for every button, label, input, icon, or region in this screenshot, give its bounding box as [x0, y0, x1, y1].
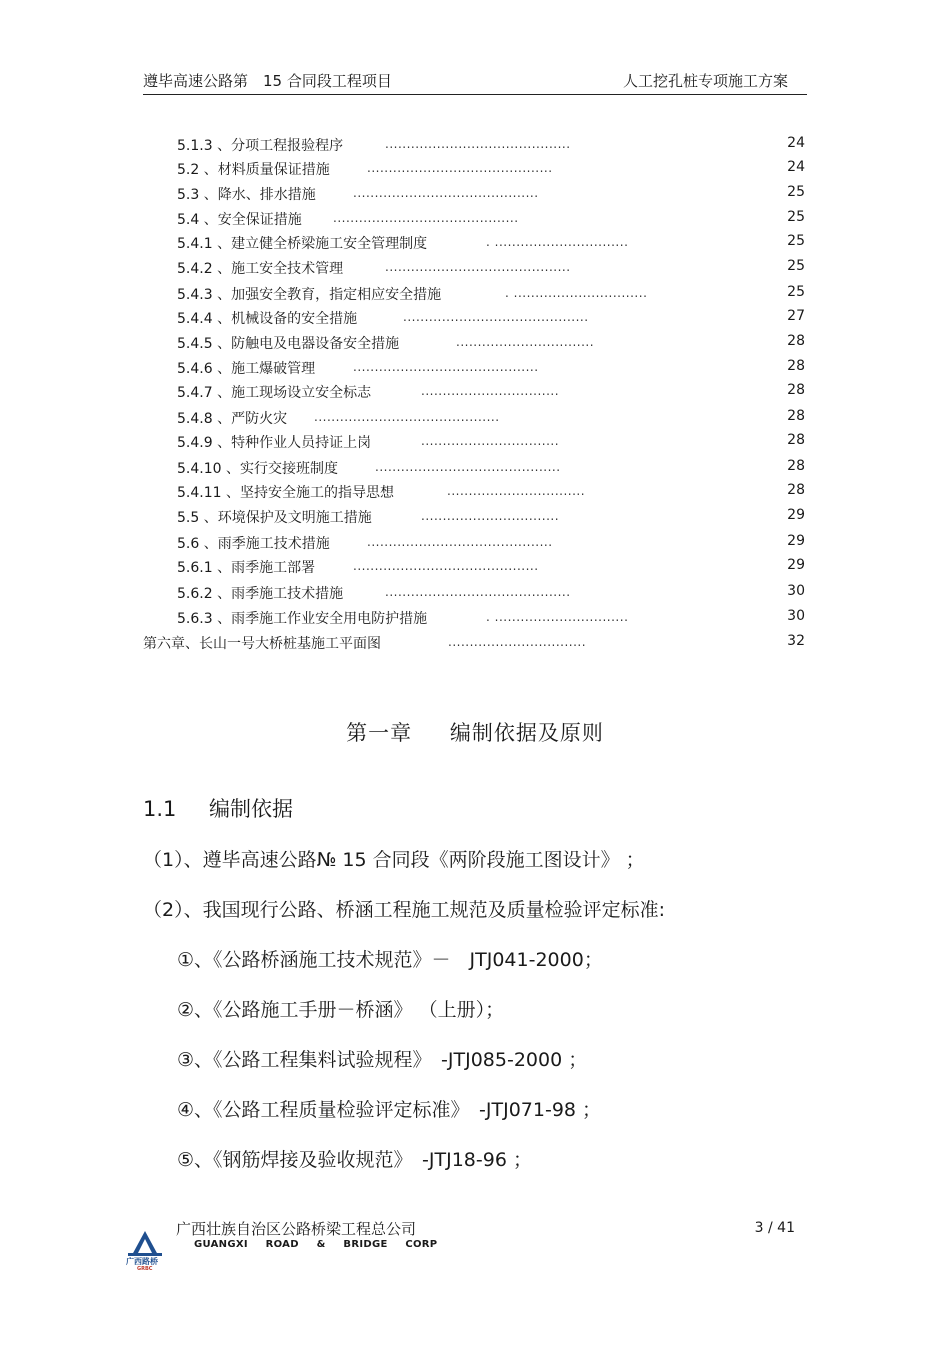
toc-entry-page: 28	[787, 408, 805, 424]
toc-entry-label[interactable]: 5.6.2 、雨季施工技术措施	[177, 586, 344, 602]
toc-entry-page: 28	[787, 458, 805, 474]
toc-entry-page: 28	[787, 482, 805, 498]
toc-entry-page: 25	[787, 284, 805, 300]
toc-entry-page: 30	[787, 608, 805, 624]
section-number: 1.1	[143, 797, 177, 821]
toc-entry-label[interactable]: 5.6.3 、雨季施工作业安全用电防护措施	[177, 611, 428, 627]
toc-entry-page: 29	[787, 533, 805, 549]
toc-entry-label[interactable]: 5.4.2 、施工安全技术管理	[177, 261, 344, 277]
toc-entry-label[interactable]: 5.4.10 、实行交接班制度	[177, 461, 338, 477]
toc-leader-dots: ...........................................	[367, 161, 553, 175]
toc-leader-dots: ................................	[456, 335, 595, 349]
toc-entry-page: 28	[787, 382, 805, 398]
toc-entry-label[interactable]: 5.1.3 、分项工程报验程序	[177, 138, 344, 154]
toc-entry-label[interactable]: 5.4.8 、严防火灾	[177, 411, 288, 427]
toc-leader-dots: . ...............................	[505, 286, 648, 300]
toc-entry-label[interactable]: 5.3 、降水、排水措施	[177, 187, 316, 203]
toc-entry-page: 28	[787, 432, 805, 448]
toc-entry-page: 25	[787, 184, 805, 200]
logo-text: 广西路桥	[126, 1257, 158, 1266]
toc-leader-dots: . ...............................	[486, 235, 629, 249]
toc-entry-page: 32	[787, 633, 805, 649]
toc-entry-page: 25	[787, 233, 805, 249]
toc-entry-label[interactable]: 第六章、长山一号大桥桩基施工平面图	[143, 636, 381, 652]
toc-entry-page: 27	[787, 308, 805, 324]
standard-item: ④、《公路工程质量检验评定标准》 -JTJ071-98 ；	[177, 1099, 602, 1121]
header-divider	[143, 94, 807, 95]
page-number: 3 / 41	[754, 1220, 795, 1236]
paragraph: （2）、我国现行公路、桥涵工程施工规范及质量检验评定标准:	[143, 899, 665, 921]
toc-entry-label[interactable]: 5.4.1 、建立健全桥梁施工安全管理制度	[177, 236, 428, 252]
chapter-title: 第一章 编制依据及原则	[346, 721, 604, 745]
toc-entry-page: 30	[787, 583, 805, 599]
section-heading	[143, 793, 293, 823]
toc-entry-label[interactable]: 5.6 、雨季施工技术措施	[177, 536, 330, 552]
paragraph: （1）、遵毕高速公路№ 15 合同段《两阶段施工图设计》 ；	[143, 849, 645, 871]
toc-entry-label[interactable]: 5.4.7 、施工现场设立安全标志	[177, 385, 372, 401]
toc-leader-dots: . ...............................	[486, 610, 629, 624]
toc-entry-page: 28	[787, 358, 805, 374]
toc-entry-label[interactable]: 5.4.4 、机械设备的安全措施	[177, 311, 358, 327]
footer-company-english: GUANGXI ROAD & BRIDGE CORP	[194, 1239, 438, 1250]
toc-leader-dots: ...........................................	[385, 137, 571, 151]
toc-entry-label[interactable]: 5.4.6 、施工爆破管理	[177, 361, 316, 377]
toc-leader-dots: ................................	[421, 434, 560, 448]
footer-company-name: 广西壮族自治区公路桥梁工程总公司	[176, 1220, 417, 1238]
section-title: 编制依据	[209, 797, 293, 821]
logo-subtext: GRBC	[137, 1266, 153, 1272]
standard-item: ⑤、《钢筋焊接及验收规范》 -JTJ18-96 ；	[177, 1149, 532, 1171]
toc-entry-page: 28	[787, 333, 805, 349]
toc-leader-dots: ...........................................	[385, 585, 571, 599]
standard-item: ①、《公路桥涵施工技术规范》－ JTJ041-2000；	[177, 949, 603, 971]
toc-entry-label[interactable]: 5.4.3 、加强安全教育，指定相应安全措施	[177, 287, 442, 303]
toc-entry-label[interactable]: 5.2 、材料质量保证措施	[177, 162, 330, 178]
toc-leader-dots: ...........................................	[375, 460, 561, 474]
toc-leader-dots: ...........................................	[333, 211, 519, 225]
toc-entry-page: 24	[787, 159, 805, 175]
toc-leader-dots: ...........................................	[353, 559, 539, 573]
toc-entry-page: 25	[787, 209, 805, 225]
toc-leader-dots: ................................	[447, 484, 586, 498]
standard-item: ②、《公路施工手册－桥涵》 （上册）；	[177, 999, 505, 1021]
toc-leader-dots: ...........................................	[314, 410, 500, 424]
toc-leader-dots: ................................	[421, 384, 560, 398]
toc-entry-label[interactable]: 5.5 、环境保护及文明施工措施	[177, 510, 372, 526]
header-document-title: 人工挖孔桩专项施工方案	[622, 72, 788, 90]
toc-entry-label[interactable]: 5.4.5 、防触电及电器设备安全措施	[177, 336, 400, 352]
toc-leader-dots: ...........................................	[353, 360, 539, 374]
toc-leader-dots: ...........................................	[403, 310, 589, 324]
standard-item: ③、《公路工程集料试验规程》 -JTJ085-2000 ；	[177, 1049, 588, 1071]
toc-entry-label[interactable]: 5.4.11 、坚持安全施工的指导思想	[177, 485, 394, 501]
toc-entry-page: 24	[787, 135, 805, 151]
toc-leader-dots: ................................	[448, 635, 587, 649]
header-project-title: 遵毕高速公路第 15 合同段工程项目	[143, 72, 392, 90]
toc-leader-dots: ................................	[421, 509, 560, 523]
toc-entry-label[interactable]: 5.4.9 、特种作业人员持证上岗	[177, 435, 372, 451]
toc-entry-label[interactable]: 5.4 、安全保证措施	[177, 212, 302, 228]
toc-entry-page: 29	[787, 507, 805, 523]
toc-leader-dots: ...........................................	[385, 260, 571, 274]
toc-leader-dots: ...........................................	[353, 186, 539, 200]
toc-entry-label[interactable]: 5.6.1 、雨季施工部署	[177, 560, 316, 576]
toc-leader-dots: ...........................................	[367, 535, 553, 549]
toc-entry-page: 29	[787, 557, 805, 573]
toc-entry-page: 25	[787, 258, 805, 274]
